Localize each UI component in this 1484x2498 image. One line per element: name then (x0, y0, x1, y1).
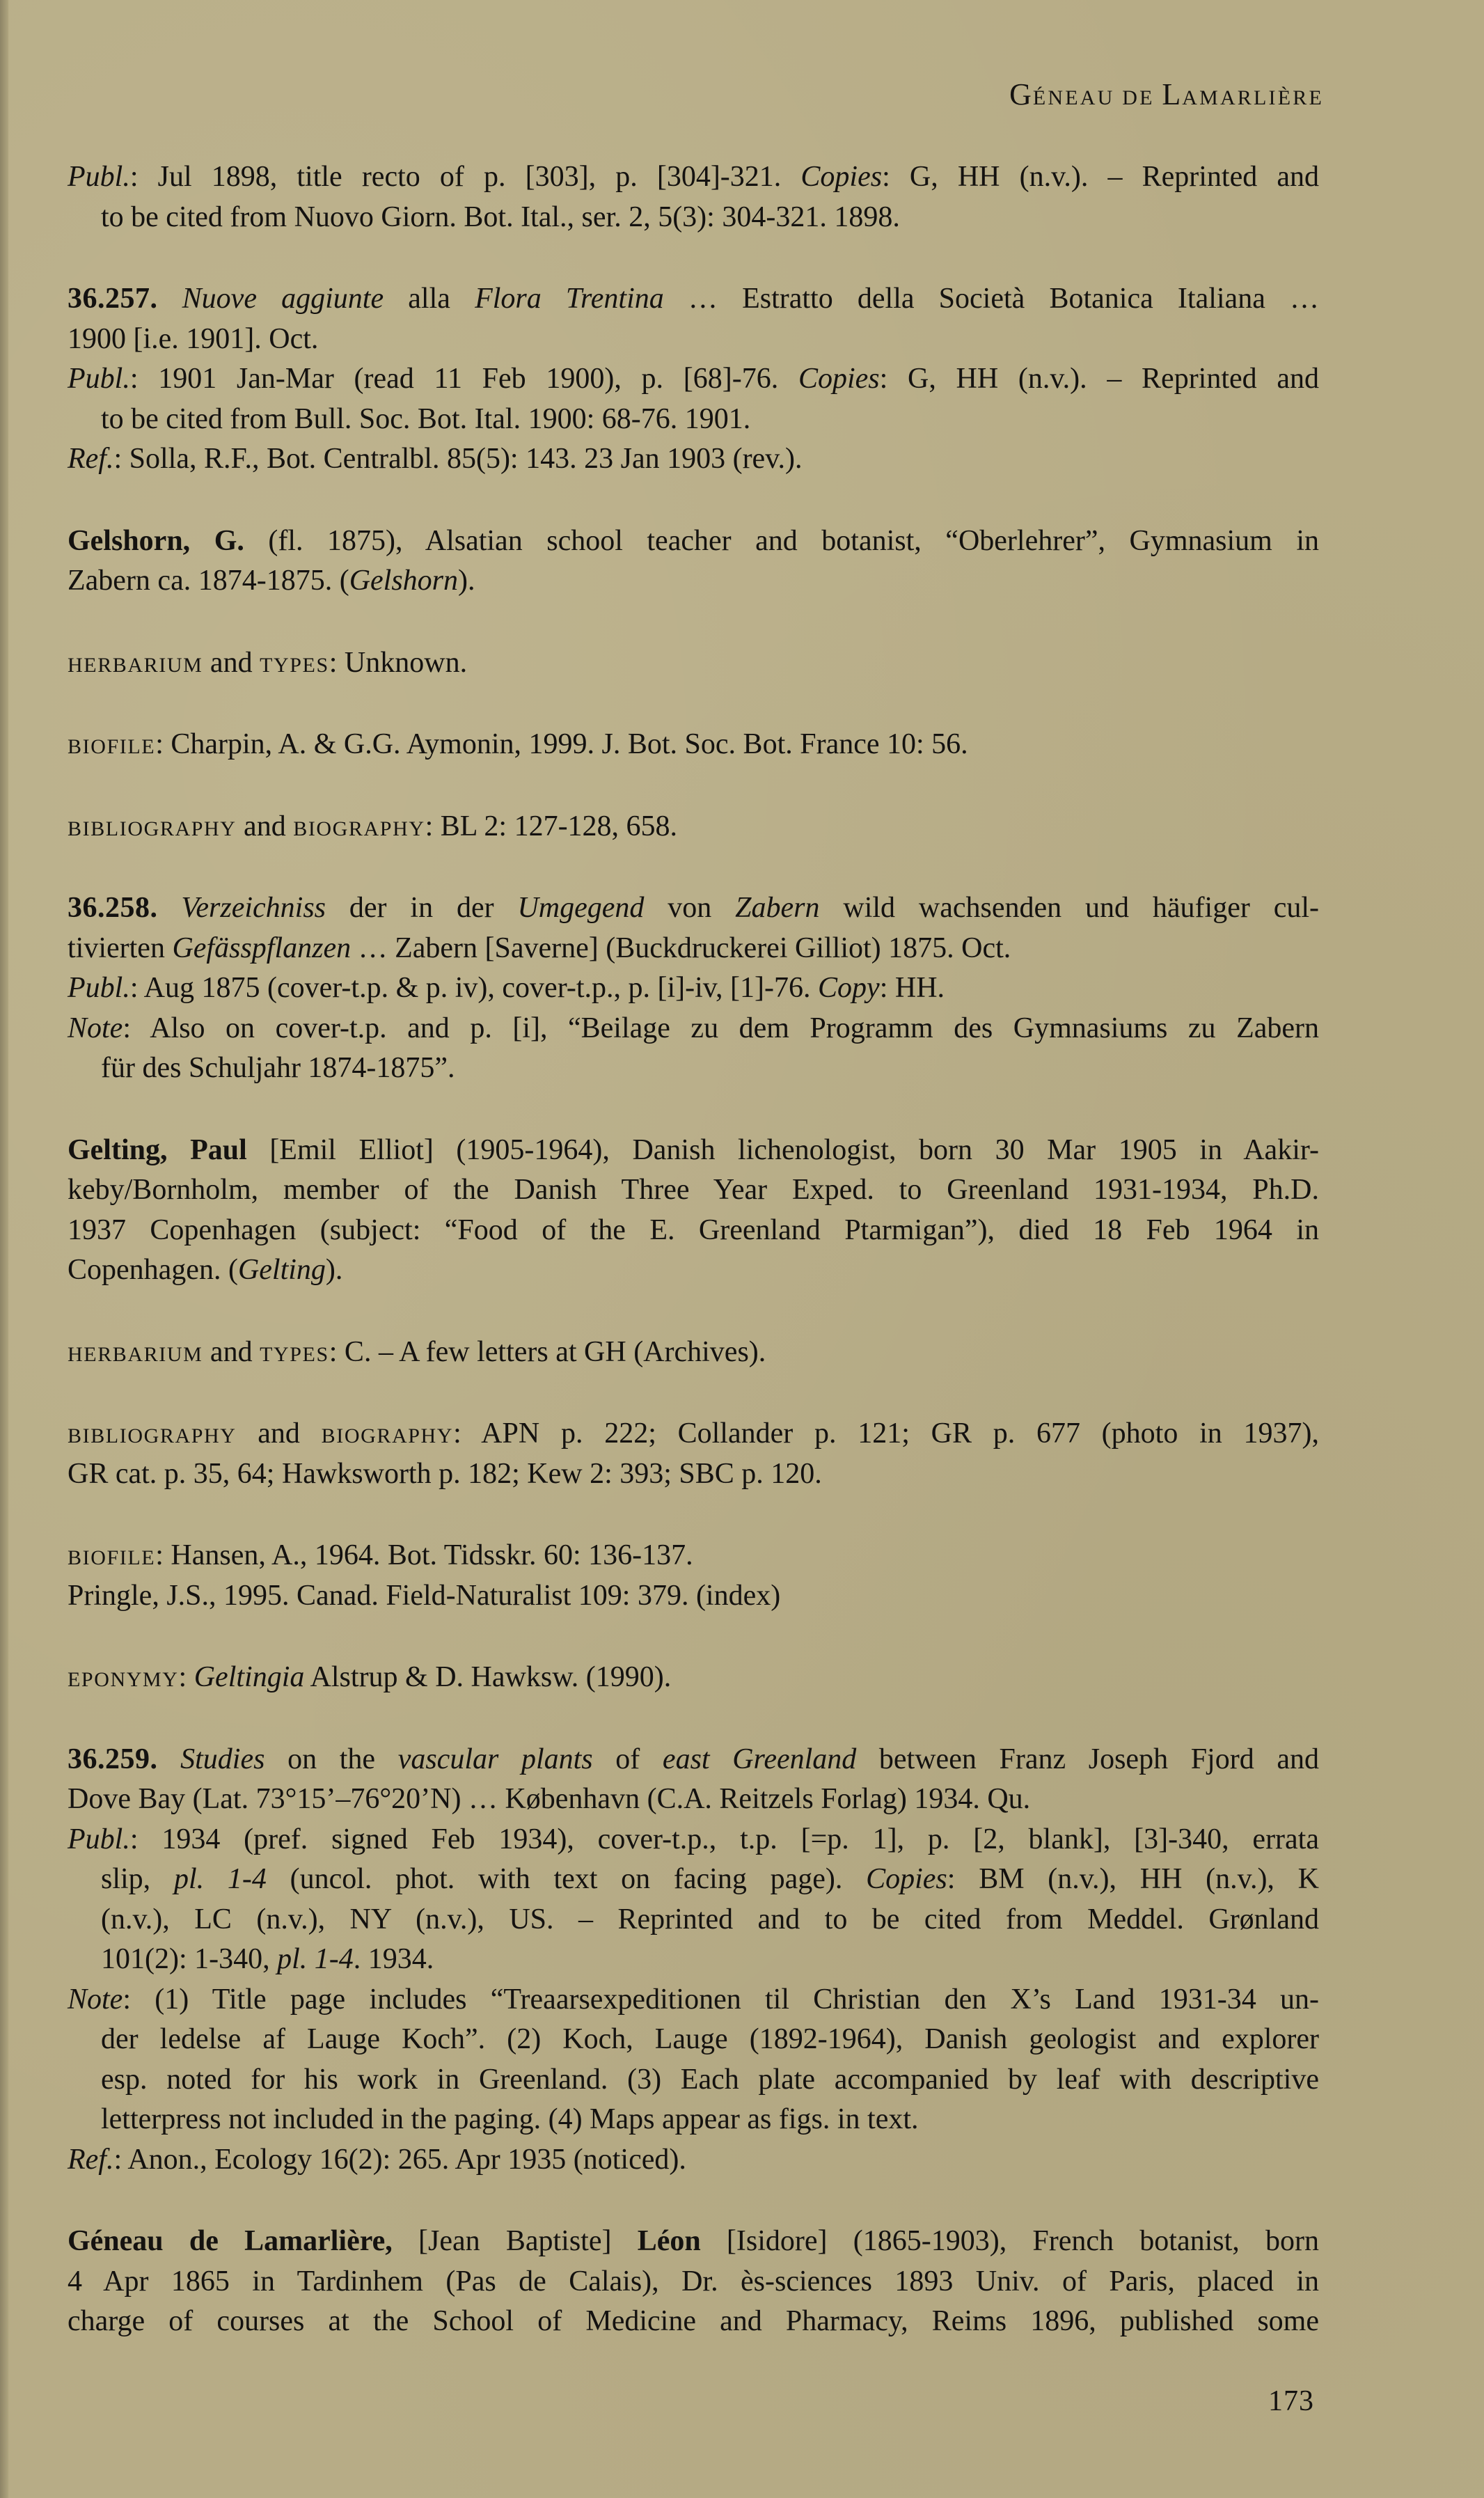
gelshorn-biofile (68, 725, 1319, 765)
text-line (68, 888, 1319, 929)
text-run: Alstrup & D. Hawksw. (1990). (304, 1661, 672, 1693)
text-line (68, 439, 1319, 480)
running-head-text-1: ÉNEAU DE (1032, 86, 1162, 109)
running-head-initial-1: G (1009, 77, 1033, 111)
text-run: : 1934 (pref. signed Feb 1934), cover-t.p., t.p. [=p. 1], p. [2, blank], [3]-340, errata (129, 1823, 1319, 1855)
text-line (68, 1576, 1319, 1617)
text-run: letterpress not included in the paging. (4) Maps appear as figs. in text. (101, 2103, 919, 2135)
text-line (68, 725, 1319, 765)
italic-run: Zabern (735, 892, 820, 924)
text-line (68, 2100, 1319, 2140)
text-line (68, 1333, 1319, 1373)
bold-name: Géneau de Lamarlière, (68, 2225, 393, 2257)
text-line (68, 1211, 1319, 1251)
text-line (68, 320, 1319, 360)
text-run: 4 Apr 1865 in Tardinhem (Pas de Calais), Dr. ès-sciences 1893 Univ. of Paris, placed in (68, 2265, 1319, 2297)
text-run: : (178, 1661, 194, 1693)
italic-run: Publ. (68, 363, 130, 395)
italic-run: Gelshorn (349, 565, 459, 597)
text-line (68, 1900, 1319, 1940)
text-column (68, 157, 1319, 2342)
text-run: 101(2): 1-340, (101, 1943, 278, 1975)
italic-run: Studies (180, 1743, 265, 1775)
text-line (68, 279, 1319, 320)
text-run: : 1901 Jan-Mar (read 11 Feb 1900), p. [68]-76. (129, 363, 798, 395)
section-label: BIOFILE (68, 735, 156, 758)
text-line (68, 1658, 1319, 1698)
italic-run: Gefässpflanzen (172, 932, 352, 964)
text-run: : C. – A few letters at GH (Archives). (329, 1335, 766, 1368)
text-run: ). (325, 1254, 343, 1286)
text-run: . 1934. (353, 1943, 434, 1975)
text-run: Zabern ca. 1874-1875. ( (68, 565, 349, 597)
text-line (68, 1009, 1319, 1049)
text-line (68, 2262, 1319, 2302)
text-run: : (1) Title page includes “Treaarsexpeditionen til Christian den X’s Land 1931-34 un- (123, 1983, 1319, 2016)
text-run (158, 1743, 181, 1775)
text-run: slip, (101, 1863, 174, 1895)
italic-run: Publ. (68, 161, 130, 193)
text-line (68, 2140, 1319, 2181)
section-label: BIBLIOGRAPHY (68, 1424, 237, 1447)
text-run: : HH. (879, 972, 945, 1004)
text-run: : Also on cover-t.p. and p. [i], “Beilage zu dem Programm des Gymnasiums zu Zabern (123, 1012, 1319, 1044)
text-run: 1900 [i.e. 1901]. Oct. (68, 322, 319, 355)
text-line (68, 968, 1319, 1009)
entry-36-259 (68, 1740, 1319, 2181)
text-line (68, 1170, 1319, 1211)
text-run: and (203, 646, 260, 679)
text-run: : BL 2: 127-128, 658. (425, 810, 678, 842)
text-run: (uncol. phot. with text on facing page). (266, 1863, 867, 1895)
text-run: between Franz Joseph Fjord and (856, 1743, 1319, 1775)
text-run: : Unknown. (329, 646, 468, 679)
text-run: … Zabern [Saverne] (Buckdruckerei Gilliot) 1875. Oct. (351, 932, 1011, 964)
text-line (68, 198, 1319, 238)
text-run: : Aug 1875 (cover-t.p. & p. iv), cover-t.p., p. [i]-iv, [1]-76. (129, 972, 819, 1004)
italic-run: Ref. (68, 2143, 114, 2176)
text-line (68, 1940, 1319, 1980)
publ-36-256-continued (68, 157, 1319, 237)
text-run: GR cat. p. 35, 64; Hawksworth p. 182; Kew 2: 393; SBC p. 120. (68, 1457, 822, 1490)
text-run: : Jul 1898, title recto of p. [303], p. [304]-321. (129, 161, 801, 193)
text-run: : BM (n.v.), HH (n.v.), K (947, 1863, 1320, 1895)
italic-run: Note (68, 1012, 123, 1044)
text-run: von (644, 892, 736, 924)
text-run: [Jean Baptiste] (392, 2225, 638, 2257)
text-run: wild wachsenden und häufiger cul- (819, 892, 1320, 924)
section-label: EPONYMY (68, 1668, 179, 1691)
gelshorn-herbarium (68, 643, 1319, 684)
text-line (68, 1740, 1319, 1780)
text-line (68, 561, 1319, 602)
text-run: [Isidore] (1865-1903), French botanist, born (700, 2225, 1319, 2257)
text-run: and (203, 1335, 260, 1368)
text-run: ). (458, 565, 475, 597)
entry-number: 36.258. (68, 892, 158, 924)
running-head (878, 77, 1324, 112)
text-run: keby/Bornholm, member of the Danish Three Year Exped. to Greenland 1931-1934, Ph.D. (68, 1174, 1319, 1206)
text-line (68, 807, 1319, 847)
text-line (68, 157, 1319, 198)
text-run: and (236, 1417, 322, 1450)
text-run: Copenhagen. ( (68, 1254, 238, 1286)
section-label: BIOGRAPHY (321, 1424, 454, 1447)
entry-number: 36.257. (68, 283, 158, 315)
page-number: 173 (1268, 2385, 1314, 2417)
text-run: of (592, 1743, 663, 1775)
italic-run: Gelting (237, 1254, 326, 1286)
text-run: : Anon., Ecology 16(2): 265. Apr 1935 (noticed). (113, 2143, 686, 2176)
section-label: TYPES (260, 1342, 329, 1366)
italic-run: Geltingia (194, 1661, 305, 1693)
entry-36-257 (68, 279, 1319, 480)
section-label: BIBLIOGRAPHY (68, 817, 237, 840)
text-run: der in der (326, 892, 518, 924)
section-label: BIOFILE (68, 1546, 156, 1569)
text-line (68, 2020, 1319, 2060)
bold-name: Gelting, Paul (68, 1133, 247, 1166)
text-run: : Hansen, A., 1964. Bot. Tidsskr. 60: 136-137. (155, 1539, 693, 1571)
text-run: (n.v.), LC (n.v.), NY (n.v.), US. – Reprinted and to be cited from Meddel. Grønland (101, 1903, 1319, 1935)
text-run: on the (265, 1743, 398, 1775)
italic-run: Publ. (68, 1823, 130, 1855)
text-run: esp. noted for his work in Greenland. (3) Each plate accompanied by leaf with descriptive (101, 2063, 1319, 2096)
text-run: : G, HH (n.v.). – Reprinted and (879, 363, 1320, 395)
text-run: : Solla, R.F., Bot. Centralbl. 85(5): 143. 23 Jan 1903 (rev.). (113, 443, 803, 475)
text-run: [Emil Elliot] (1905-1964), Danish lichenologist, born 30 Mar 1905 in Aakir- (246, 1133, 1319, 1166)
text-line (68, 1536, 1319, 1576)
italic-run: Ref. (68, 443, 114, 475)
text-line (68, 1980, 1319, 2020)
text-run: and (236, 810, 294, 842)
text-run: alla (384, 283, 475, 315)
gelshorn-bibliography (68, 807, 1319, 847)
text-run: : Charpin, A. & G.G. Aymonin, 1999. J. Bot. Soc. Bot. France 10: 56. (155, 728, 968, 760)
text-line (68, 1414, 1319, 1454)
text-line (68, 521, 1319, 562)
author-geneau (68, 2222, 1319, 2342)
italic-run: Verzeichniss (181, 892, 326, 924)
text-run: … Estratto della Società Botanica Italiana … (663, 283, 1320, 315)
text-run: to be cited from Bull. Soc. Bot. Ital. 1900: 68-76. 1901. (101, 402, 751, 435)
italic-run: Publ. (68, 972, 130, 1004)
text-run: (fl. 1875), Alsatian school teacher and botanist, “Oberlehrer”, Gymnasium in (244, 524, 1319, 557)
text-line (68, 1048, 1319, 1089)
text-line (68, 1860, 1319, 1900)
italic-run: Copies (800, 161, 883, 193)
text-line (68, 1820, 1319, 1860)
text-line (68, 2060, 1319, 2100)
italic-run: vascular plants (397, 1743, 593, 1775)
author-gelting (68, 1131, 1319, 1291)
text-line (68, 400, 1319, 440)
italic-run: Copies (798, 363, 880, 395)
text-run: charge of courses at the School of Medicine and Pharmacy, Reims 1896, published some (68, 2305, 1319, 2337)
bold-name: Gelshorn, G. (68, 524, 244, 557)
gelting-biofile (68, 1536, 1319, 1616)
text-line (68, 2222, 1319, 2262)
italic-run: Flora Trentina (475, 283, 664, 315)
italic-run: pl. 1-4 (173, 1863, 267, 1895)
gelting-eponymy (68, 1658, 1319, 1698)
running-head-text-2: AMARLIÈRE (1182, 86, 1324, 109)
text-run: für des Schuljahr 1874-1875”. (101, 1052, 455, 1084)
text-line (68, 643, 1319, 684)
entry-number: 36.259. (68, 1743, 158, 1775)
gelting-herbarium (68, 1333, 1319, 1373)
text-run: to be cited from Nuovo Giorn. Bot. Ital., ser. 2, 5(3): 304-321. 1898. (101, 201, 900, 233)
text-run (158, 283, 182, 315)
italic-run: Copy (818, 972, 880, 1004)
text-line (68, 1454, 1319, 1495)
entry-36-258 (68, 888, 1319, 1089)
text-run: Pringle, J.S., 1995. Canad. Field-Naturalist 109: 379. (index) (68, 1579, 781, 1612)
bold-name: Léon (637, 2225, 701, 2257)
italic-run: east Greenland (662, 1743, 857, 1775)
text-run: 1937 Copenhagen (subject: “Food of the E. Greenland Ptarmigan”), died 18 Feb 1964 in (68, 1213, 1319, 1246)
section-label: HERBARIUM (68, 653, 203, 677)
text-line (68, 929, 1319, 969)
author-gelshorn (68, 521, 1319, 602)
section-label: TYPES (260, 653, 329, 677)
text-line (68, 1250, 1319, 1291)
text-run: tivierten (68, 932, 173, 964)
text-run: der ledelse af Lauge Koch”. (2) Koch, Lauge (1892-1964), Danish geologist and explorer (101, 2023, 1319, 2055)
italic-run: Note (68, 1983, 123, 2016)
text-line (68, 2302, 1319, 2342)
text-run: Dove Bay (Lat. 73°15’–76°20’N) … København (C.A. Reitzels Forlag) 1934. Qu. (68, 1783, 1031, 1815)
text-run (158, 892, 182, 924)
text-run: : G, HH (n.v.). – Reprinted and (882, 161, 1320, 193)
running-head-initial-2: L (1162, 77, 1183, 111)
text-line (68, 1780, 1319, 1820)
page-edge (0, 0, 8, 2498)
italic-run: Copies (866, 1863, 947, 1895)
gelting-bibliography (68, 1414, 1319, 1494)
text-line (68, 1131, 1319, 1171)
section-label: HERBARIUM (68, 1342, 203, 1366)
text-line (68, 359, 1319, 400)
italic-run: pl. 1-4 (277, 1943, 354, 1975)
section-label: BIOGRAPHY (293, 817, 425, 840)
text-run: : APN p. 222; Collander p. 121; GR p. 677 (photo in 1937), (453, 1417, 1319, 1450)
italic-run: Nuove aggiunte (182, 283, 384, 315)
italic-run: Umgegend (517, 892, 645, 924)
